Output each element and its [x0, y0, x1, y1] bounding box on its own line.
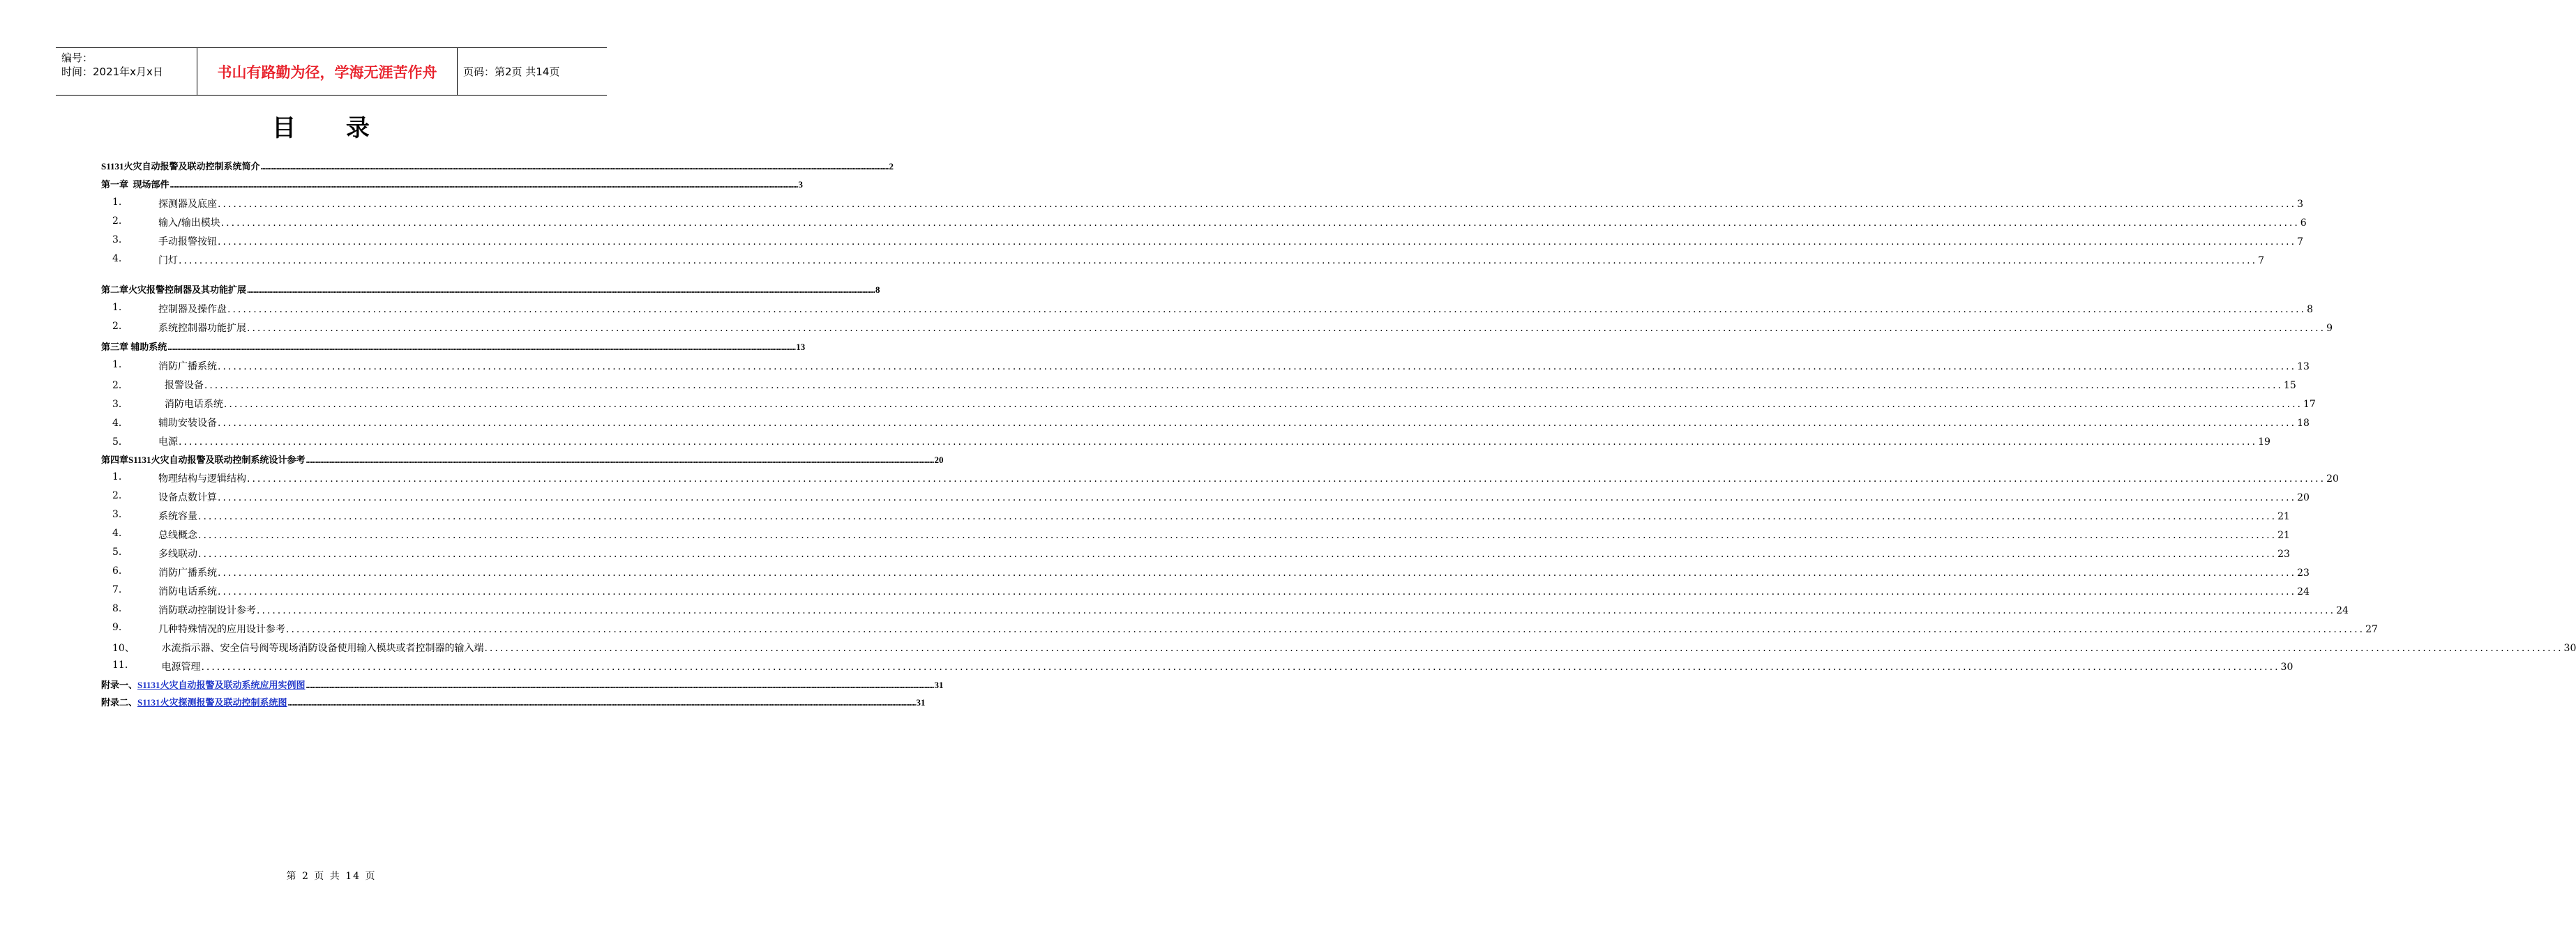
toc-page-number: 20: [934, 455, 944, 465]
page-footer: 第 2 页 共 14 页: [286, 871, 377, 882]
toc-entry-title: 系统控制器功能扩展: [158, 323, 246, 334]
leader-dots: ................................................................................................................................................................................................................................................................................................................................................................................................................: [257, 605, 2336, 616]
toc-page-number: 18: [2297, 418, 2310, 429]
toc-page-number: 24: [2336, 605, 2349, 616]
appendix-prefix: 附录二、: [101, 697, 138, 708]
toc-entry-title: 物理结构与逻辑结构: [158, 473, 246, 485]
leader-dots: ................................................................................................................................................................................................................................................................................................................................................................................................................: [218, 361, 2297, 372]
toc-page-number: 30: [2563, 643, 2576, 654]
toc-entry-title: 控制器及操作盘: [158, 304, 227, 315]
toc-item-row: 6. 消防广播系统 ................................................................................................................................................................................................................................................................................................................................................................................................................ 23: [112, 565, 2310, 579]
toc-entry-title: 输入/输出模块: [158, 218, 220, 229]
toc-entry-title: 消防联动控制设计参考: [158, 605, 256, 616]
toc-item-row: 3． 消防电话系统 ................................................................................................................................................................................................................................................................................................................................................................................................................ 17: [101, 397, 645, 411]
toc-page-number: 15: [2283, 380, 2296, 391]
appendix-link[interactable]: S1131火灾自动报警及联动系统应用实例图: [137, 680, 306, 690]
toc-page-number: 7: [2297, 236, 2303, 247]
toc-item-row: 3. 手动报警按钮 ................................................................................................................................................................................................................................................................................................................................................................................................................ 7: [112, 234, 2303, 247]
leader-dots: ................................................................................................................................................................................................................................................................................................................................................................................................................: [204, 380, 2283, 391]
leader-dots: ................................................................................................................................................................................................................................................................................................................................................................................................................: [218, 236, 2297, 247]
toc-entry-title: 报警设备: [158, 380, 204, 391]
toc-entry-title: 手动报警按钮: [158, 236, 217, 247]
leader-dots: ................................................................................................................................................................................................................................................................................................................................................................................................................: [247, 284, 875, 295]
appendix-link[interactable]: S1131火灾探测报警及联动控制系统图: [137, 697, 287, 708]
leader-dots: ................................................................................................................................................................................................................................................................................................................................................................................................................: [198, 549, 2277, 560]
toc-page-number: 3: [2297, 199, 2303, 210]
toc-entry-title: 电源: [158, 436, 178, 448]
toc-page-number: 21: [2277, 530, 2290, 541]
leader-dots: ................................................................................................................................................................................................................................................................................................................................................................................................................: [201, 662, 2280, 673]
toc-page-number: 17: [2303, 399, 2316, 410]
toc-entry-title: 第四章S1131火灾自动报警及联动控制系统设计参考: [101, 455, 306, 465]
motto: 书山有路勤为径，学海无涯苦作舟: [197, 48, 458, 95]
toc-entry-title: 几种特殊情况的应用设计参考: [158, 624, 285, 635]
toc-item-row: 2. 系统控制器功能扩展 ................................................................................................................................................................................................................................................................................................................................................................................................................ 9: [112, 321, 2333, 334]
toc-page-number: 2: [889, 161, 894, 172]
toc-chapter-row: [101, 340, 806, 353]
leader-dots: ................................................................................................................................................................................................................................................................................................................................................................................................................: [218, 586, 2297, 597]
leader-dots: ................................................................................................................................................................................................................................................................................................................................................................................................................: [218, 418, 2297, 429]
toc-item-row: 2. 输入/输出模块 ................................................................................................................................................................................................................................................................................................................................................................................................................ 6: [112, 215, 2307, 229]
toc-page-number: 8: [875, 284, 880, 295]
toc-page-number: 27: [2365, 624, 2378, 635]
leader-dots: ................................................................................................................................................................................................................................................................................................................................................................................................................: [218, 567, 2297, 579]
toc-chapter-row: [101, 159, 894, 172]
toc-entry-title: 系统容量: [158, 511, 197, 522]
toc-page-number: 21: [2277, 511, 2290, 522]
toc-entry-title: 电源管理: [158, 662, 201, 673]
leader-dots: ................................................................................................................................................................................................................................................................................................................................................................................................................: [198, 511, 2277, 522]
leader-dots: ................................................................................................................................................................................................................................................................................................................................................................................................................: [306, 455, 934, 465]
toc-item-row: 4． 辅助安装设备 ................................................................................................................................................................................................................................................................................................................................................................................................................ 18: [101, 416, 645, 429]
toc-item-row: 3. 系统容量 ................................................................................................................................................................................................................................................................................................................................................................................................................ 21: [112, 509, 2290, 522]
toc-item-row: 7. 消防电话系统 ................................................................................................................................................................................................................................................................................................................................................................................................................ 24: [112, 584, 2310, 597]
toc-item-row: 5． 电源 ................................................................................................................................................................................................................................................................................................................................................................................................................ 19: [101, 434, 645, 448]
page-header: [56, 47, 607, 96]
toc-entry-title: 探测器及底座: [158, 199, 217, 210]
leader-dots: ................................................................................................................................................................................................................................................................................................................................................................................................................: [198, 530, 2277, 541]
toc-page-number: 23: [2297, 567, 2310, 579]
toc-entry-title: 总线概念: [158, 530, 197, 541]
leader-dots: ................................................................................................................................................................................................................................................................................................................................................................................................................: [484, 643, 2563, 654]
toc-item-row: 11. 电源管理 ................................................................................................................................................................................................................................................................................................................................................................................................................ 30: [112, 660, 2293, 673]
toc-chapter-row: [101, 452, 944, 466]
toc-page-number: 6: [2300, 218, 2307, 229]
toc-page-number: 19: [2258, 436, 2270, 448]
code-label: 编号：: [61, 52, 93, 64]
leader-dots: ................................................................................................................................................................................................................................................................................................................................................................................................................: [220, 218, 2300, 229]
toc-page-number: 3: [798, 179, 804, 190]
toc-item-row: 8. 消防联动控制设计参考 ................................................................................................................................................................................................................................................................................................................................................................................................................ 24: [112, 603, 2349, 616]
toc-page-number: 20: [2326, 473, 2339, 485]
toc-entry-title: 门灯: [158, 255, 178, 266]
toc-entry-title: 第三章 辅助系统: [101, 342, 167, 352]
leader-dots: ................................................................................................................................................................................................................................................................................................................................................................................................................: [227, 304, 2307, 315]
toc-entry-title: 设备点数计算: [158, 492, 217, 503]
toc-page-number: 13: [796, 342, 806, 352]
toc-page-number: 30: [2280, 662, 2293, 673]
leader-dots: ................................................................................................................................................................................................................................................................................................................................................................................................................: [179, 255, 2258, 266]
toc-entry-title: 消防电话系统: [158, 399, 223, 410]
leader-dots: ................................................................................................................................................................................................................................................................................................................................................................................................................: [287, 697, 916, 708]
toc-page-number: 31: [934, 680, 944, 690]
toc-chapter-row[interactable]: [101, 695, 926, 708]
toc-item-row: 4. 总线概念 ................................................................................................................................................................................................................................................................................................................................................................................................................ 21: [112, 528, 2290, 541]
toc-item-row: 1. 探测器及底座 ................................................................................................................................................................................................................................................................................................................................................................................................................ 3: [112, 197, 2303, 210]
page-title: 目 录: [272, 114, 391, 142]
toc-entry-title: 第一章 现场部件: [101, 179, 170, 190]
toc-page-number: 7: [2258, 255, 2264, 266]
leader-dots: ................................................................................................................................................................................................................................................................................................................................................................................................................: [306, 680, 934, 690]
toc-page-number: 13: [2297, 361, 2310, 372]
toc-entry-title: 辅助安装设备: [158, 418, 217, 429]
toc-item-row: 4. 门灯 ................................................................................................................................................................................................................................................................................................................................................................................................................ 7: [112, 253, 2264, 266]
leader-dots: ................................................................................................................................................................................................................................................................................................................................................................................................................: [218, 199, 2297, 210]
toc-item-row: 1. 物理结构与逻辑结构 ................................................................................................................................................................................................................................................................................................................................................................................................................ 20: [112, 471, 2339, 485]
toc-chapter-row: [101, 177, 804, 190]
toc-page-number: 31: [916, 697, 926, 708]
toc-entry-title: 消防广播系统: [158, 361, 217, 372]
toc-page-number: 20: [2297, 492, 2310, 503]
toc-item-row: 2. 设备点数计算 ................................................................................................................................................................................................................................................................................................................................................................................................................ 20: [112, 490, 2310, 503]
toc-item-row: 9. 几种特殊情况的应用设计参考 ................................................................................................................................................................................................................................................................................................................................................................................................................ 27: [112, 622, 2378, 635]
toc-item-row: 1. 控制器及操作盘 ................................................................................................................................................................................................................................................................................................................................................................................................................ 8: [112, 302, 2313, 315]
toc-item-row: 1. 消防广播系统 ................................................................................................................................................................................................................................................................................................................................................................................................................ 13: [112, 359, 2310, 372]
toc-entry-title: 消防广播系统: [158, 567, 217, 579]
leader-dots: ................................................................................................................................................................................................................................................................................................................................................................................................................: [286, 624, 2365, 635]
toc-item-row: 10、 水流指示器、安全信号阀等现场消防设备使用输入模块或者控制器的输入端 ................................................................................................................................................................................................................................................................................................................................................................................................................ 30: [101, 641, 645, 655]
toc-page-number: 24: [2297, 586, 2310, 597]
leader-dots: ................................................................................................................................................................................................................................................................................................................................................................................................................: [179, 436, 2258, 448]
toc-entry-title: 多线联动: [158, 549, 197, 560]
toc-entry-title: 消防电话系统: [158, 586, 217, 597]
toc-item-row: 2． 报警设备 ................................................................................................................................................................................................................................................................................................................................................................................................................ 15: [101, 378, 645, 392]
toc-page-number: 23: [2277, 549, 2290, 560]
leader-dots: ................................................................................................................................................................................................................................................................................................................................................................................................................: [218, 492, 2297, 503]
time-label: 时间：2021年x月x日: [61, 66, 163, 78]
leader-dots: ................................................................................................................................................................................................................................................................................................................................................................................................................: [247, 323, 2326, 334]
toc-page-number: 9: [2326, 323, 2333, 334]
leader-dots: ................................................................................................................................................................................................................................................................................................................................................................................................................: [170, 179, 798, 190]
toc-entry-title: S1131火灾自动报警及联动控制系统简介: [101, 161, 260, 172]
leader-dots: ................................................................................................................................................................................................................................................................................................................................................................................................................: [260, 161, 889, 172]
header-left-cell: [56, 48, 195, 95]
leader-dots: ................................................................................................................................................................................................................................................................................................................................................................................................................: [223, 399, 2303, 410]
appendix-prefix: 附录一、: [101, 680, 138, 690]
leader-dots: ................................................................................................................................................................................................................................................................................................................................................................................................................: [167, 342, 796, 352]
page-info: 页码：第2页 共14页: [463, 66, 560, 78]
toc-item-row: 5. 多线联动 ................................................................................................................................................................................................................................................................................................................................................................................................................ 23: [112, 547, 2290, 560]
leader-dots: ................................................................................................................................................................................................................................................................................................................................................................................................................: [247, 473, 2326, 485]
toc-entry-title: 第二章火灾报警控制器及其功能扩展: [101, 284, 247, 295]
toc-entry-title: 水流指示器、安全信号阀等现场消防设备使用输入模块或者控制器的输入端: [158, 643, 484, 654]
toc-chapter-row: [101, 282, 880, 296]
toc-page-number: 8: [2307, 304, 2313, 315]
toc-chapter-row[interactable]: [101, 678, 944, 691]
